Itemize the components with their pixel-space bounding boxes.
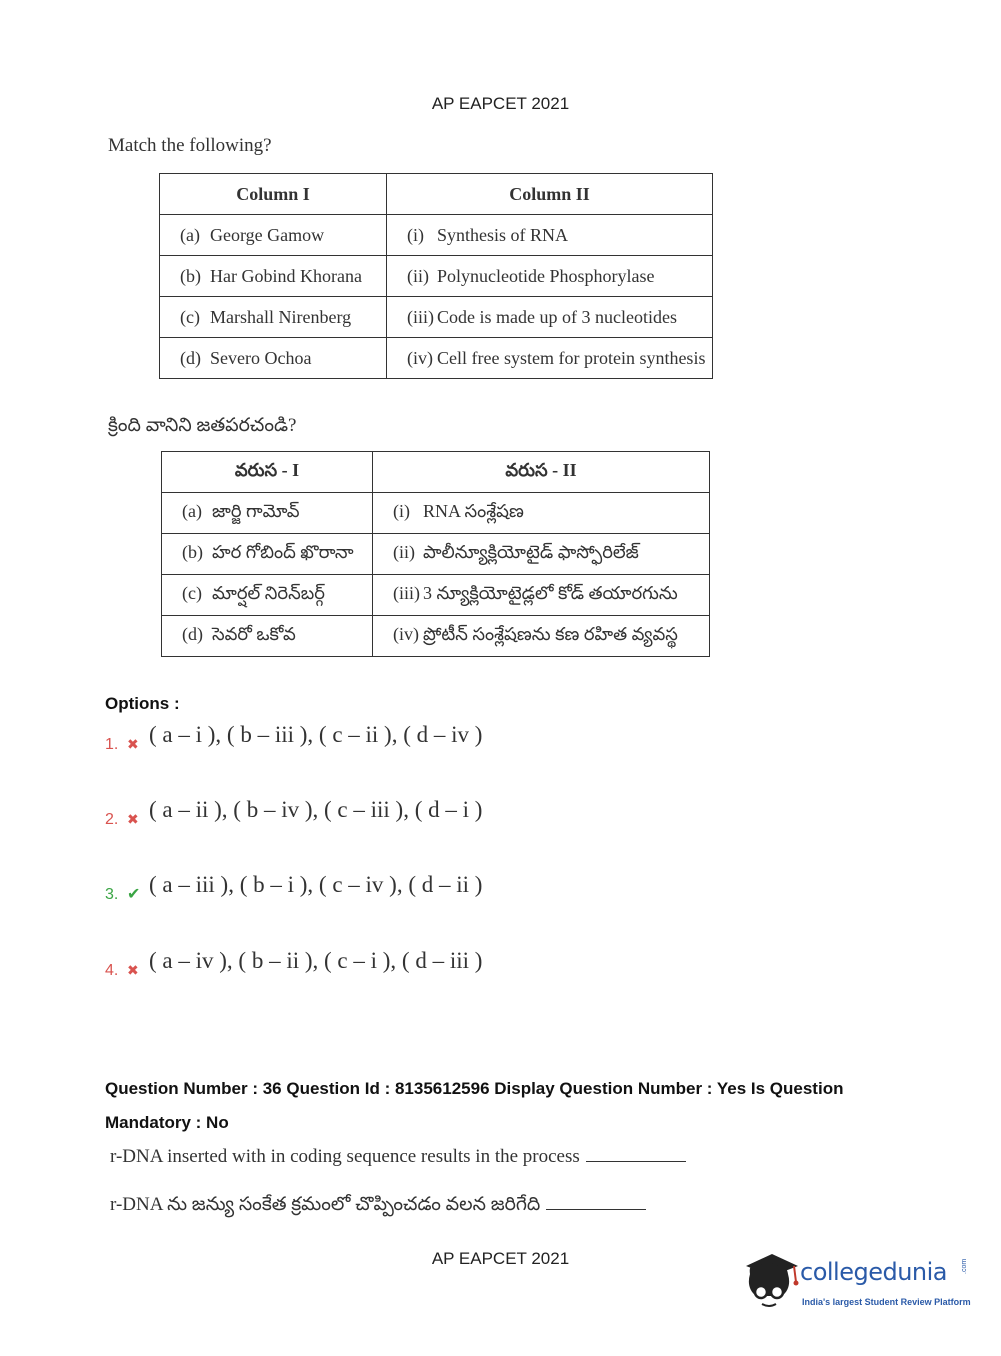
right-text: పాలీన్యూక్లియోటైడ్ ఫాస్ఫోరిలేజ్ <box>423 541 639 562</box>
left-cell <box>162 616 373 657</box>
table-row <box>162 493 710 534</box>
right-label: (i) <box>393 500 410 521</box>
logo-wordmark: collegedunia <box>800 1258 948 1286</box>
question-text-en <box>110 1146 686 1168</box>
table-row <box>162 616 710 657</box>
left-cell <box>160 215 387 256</box>
cross-icon: ✖ <box>127 736 139 752</box>
left-label: (a) <box>180 224 200 245</box>
right-text: 3 న్యూక్లియోటైడ్లలో కోడ్ తయారగును <box>423 582 678 603</box>
page-footer-title: AP EAPCET 2021 <box>431 1249 570 1268</box>
column-1-header: Column I <box>160 174 387 215</box>
right-cell <box>373 493 710 534</box>
table-header-row <box>160 174 713 215</box>
cross-icon: ✖ <box>127 811 139 827</box>
left-text: Har Gobind Khorana <box>210 265 362 286</box>
left-cell <box>160 256 387 297</box>
option-text: ( a – ii ), ( b – iv ), ( c – iii ), ( d – i ) <box>149 797 483 822</box>
right-label: (iii) <box>407 306 434 327</box>
right-cell <box>387 297 713 338</box>
right-cell <box>387 338 713 379</box>
right-text: Code is made up of 3 nucleotides <box>437 306 677 327</box>
right-text: Polynucleotide Phosphorylase <box>437 265 655 286</box>
option-text: ( a – iii ), ( b – i ), ( c – iv ), ( d – ii ) <box>149 872 483 897</box>
left-text: Severo Ochoa <box>210 347 312 368</box>
left-label: (a) <box>182 500 202 521</box>
right-label: (ii) <box>407 265 429 286</box>
table-row <box>162 534 710 575</box>
table-header-row <box>162 452 710 493</box>
left-cell <box>162 534 373 575</box>
option-number: 1. <box>105 736 119 753</box>
column-1-header: వరుస - I <box>162 452 373 493</box>
left-cell <box>160 338 387 379</box>
left-text: George Gamow <box>210 224 325 245</box>
left-label: (b) <box>180 265 201 286</box>
column-2-header: వరుస - II <box>373 452 710 493</box>
table-row <box>160 256 713 297</box>
question-text-en-content: r-DNA inserted with in coding sequence results in the process <box>110 1146 580 1167</box>
left-text: సెవరో ఒకోవ <box>212 623 296 644</box>
right-cell <box>373 616 710 657</box>
right-cell <box>373 534 710 575</box>
right-text: RNA సంశ్లేషణ <box>423 500 524 521</box>
check-icon: ✔ <box>127 886 141 903</box>
left-label: (c) <box>182 582 202 603</box>
left-text: Marshall Nirenberg <box>210 306 352 327</box>
left-text: మార్షల్ నిరెన్‌బర్గ్ <box>212 582 325 603</box>
collegedunia-logo[interactable] <box>742 1248 972 1318</box>
match-table-te <box>161 451 710 657</box>
option-number: 3. <box>105 886 119 903</box>
right-label: (iv) <box>407 347 433 368</box>
left-cell <box>162 575 373 616</box>
student-mascot-icon <box>742 1248 802 1318</box>
match-table-en <box>159 173 713 379</box>
left-cell <box>160 297 387 338</box>
table-row <box>160 215 713 256</box>
left-cell <box>162 493 373 534</box>
right-cell <box>387 215 713 256</box>
right-label: (iv) <box>393 623 419 644</box>
logo-tagline: India's largest Student Review Platform <box>802 1297 971 1307</box>
question-prompt-te: క్రింది వానిని జతపరచండి? <box>108 415 297 436</box>
logo-domain-suffix: .com <box>961 1258 968 1274</box>
right-text: ప్రోటీన్ సంశ్లేషణను కణ రహిత వ్యవస్థ <box>423 623 678 644</box>
left-label: (b) <box>182 541 203 562</box>
table-row <box>162 575 710 616</box>
table-row <box>160 338 713 379</box>
question-meta-line-2: Mandatory : No <box>105 1113 229 1132</box>
option-text: ( a – iv ), ( b – ii ), ( c – i ), ( d – iii ) <box>149 948 483 973</box>
table-row <box>160 297 713 338</box>
right-text: Synthesis of RNA <box>437 224 569 245</box>
left-text: హర గోబింద్ ఖొరానా <box>212 541 354 562</box>
right-label: (iii) <box>393 582 420 603</box>
left-text: జార్జి గామోవ్ <box>212 500 300 521</box>
right-cell <box>373 575 710 616</box>
right-label: (i) <box>407 224 424 245</box>
question-text-te-content: r-DNA ను జన్యు సంకేత క్రమంలో చొప్పించడం వలన జరిగేది <box>110 1194 541 1215</box>
option-text: ( a – i ), ( b – iii ), ( c – ii ), ( d – iv ) <box>149 722 483 747</box>
question-meta-line-1: Question Number : 36 Question Id : 8135612596 Display Question Number : Yes Is Question <box>105 1079 844 1098</box>
left-label: (d) <box>180 347 201 368</box>
page-header-title: AP EAPCET 2021 <box>431 94 570 113</box>
left-label: (d) <box>182 623 203 644</box>
options-title: Options : <box>105 694 180 713</box>
right-text: Cell free system for protein synthesis <box>437 347 706 368</box>
answer-blank <box>546 1209 646 1210</box>
question-text-te <box>110 1194 646 1220</box>
cross-icon: ✖ <box>127 962 139 978</box>
right-cell <box>387 256 713 297</box>
question-prompt-en: Match the following? <box>108 135 272 156</box>
left-label: (c) <box>180 306 200 327</box>
answer-blank <box>586 1161 686 1162</box>
column-2-header: Column II <box>387 174 713 215</box>
option-number: 2. <box>105 811 119 828</box>
right-label: (ii) <box>393 541 415 562</box>
option-number: 4. <box>105 962 119 979</box>
